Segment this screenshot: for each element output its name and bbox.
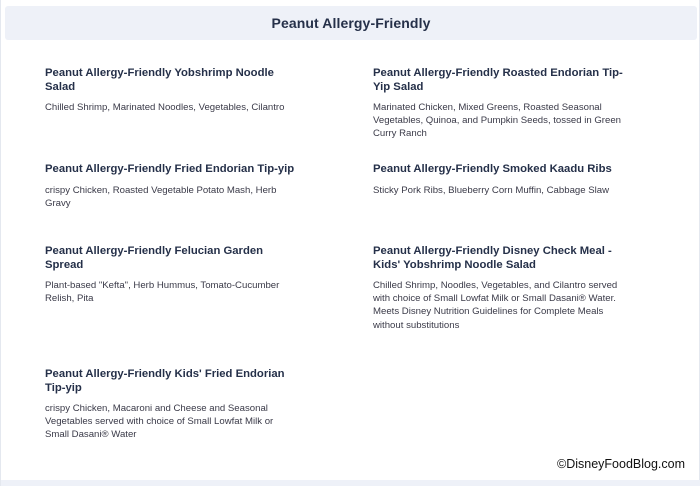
footer-bar — [1, 480, 700, 486]
menu-item-description: Plant-based "Kefta", Herb Hummus, Tomato-Cucumber Relish, Pita — [45, 280, 280, 305]
menu-item-smoked-kaadu-ribs — [373, 163, 625, 197]
menu-item-name: Peanut Allergy-Friendly Roasted Endorian Tip-Yip Salad — [373, 67, 623, 93]
menu-item-felucian-garden-spread — [45, 245, 297, 305]
menu-item-name: Peanut Allergy-Friendly Fried Endorian Tip-yip — [45, 163, 295, 175]
menu-item-description: Marinated Chicken, Mixed Greens, Roasted Seasonal Vegetables, Quinoa, and Pumpkin Seeds, tossed in Green Curry Ranch — [373, 102, 621, 140]
menu-item-name: Peanut Allergy-Friendly Felucian Garden Spread — [45, 245, 264, 271]
menu-item-description: crispy Chicken, Macaroni and Cheese and Seasonal Vegetables served with choice of Small Lowfat Milk or Small Dasani® Water — [45, 403, 274, 441]
menu-item-description: Chilled Shrimp, Marinated Noodles, Vegetables, Cilantro — [45, 102, 285, 113]
menu-item-description: Chilled Shrimp, Noodles, Vegetables, and Cilantro served with choice of Small Lowfat Milk or Small Dasani® Water. Meets Disney Nutrition Guidelines for Complete Meals without substitutions — [373, 280, 618, 331]
menu-item-roasted-endorian-tip-yip-salad — [373, 67, 625, 141]
section-title: Peanut Allergy-Friendly — [271, 15, 431, 31]
menu-item-disney-check-meal-kids-yobshrimp — [373, 245, 625, 332]
menu-item-yobshrimp-noodle-salad — [45, 67, 297, 114]
menu-item-name: Peanut Allergy-Friendly Kids' Fried Endorian Tip-yip — [45, 368, 285, 394]
menu-item-fried-endorian-tip-yip — [45, 163, 297, 210]
menu-item-description: crispy Chicken, Roasted Vegetable Potato Mash, Herb Gravy — [45, 184, 277, 209]
watermark: ©DisneyFoodBlog.com — [556, 457, 685, 471]
menu-item-description: Sticky Pork Ribs, Blueberry Corn Muffin, Cabbage Slaw — [373, 184, 610, 196]
section-header — [5, 6, 697, 40]
menu-item-name: Peanut Allergy-Friendly Smoked Kaadu Ribs — [373, 163, 612, 175]
menu-item-name: Peanut Allergy-Friendly Disney Check Meal - Kids' Yobshrimp Noodle Salad — [373, 245, 612, 271]
menu-item-name: Peanut Allergy-Friendly Yobshrimp Noodle Salad — [45, 67, 274, 93]
menu-item-kids-fried-endorian-tip-yip — [45, 368, 297, 442]
